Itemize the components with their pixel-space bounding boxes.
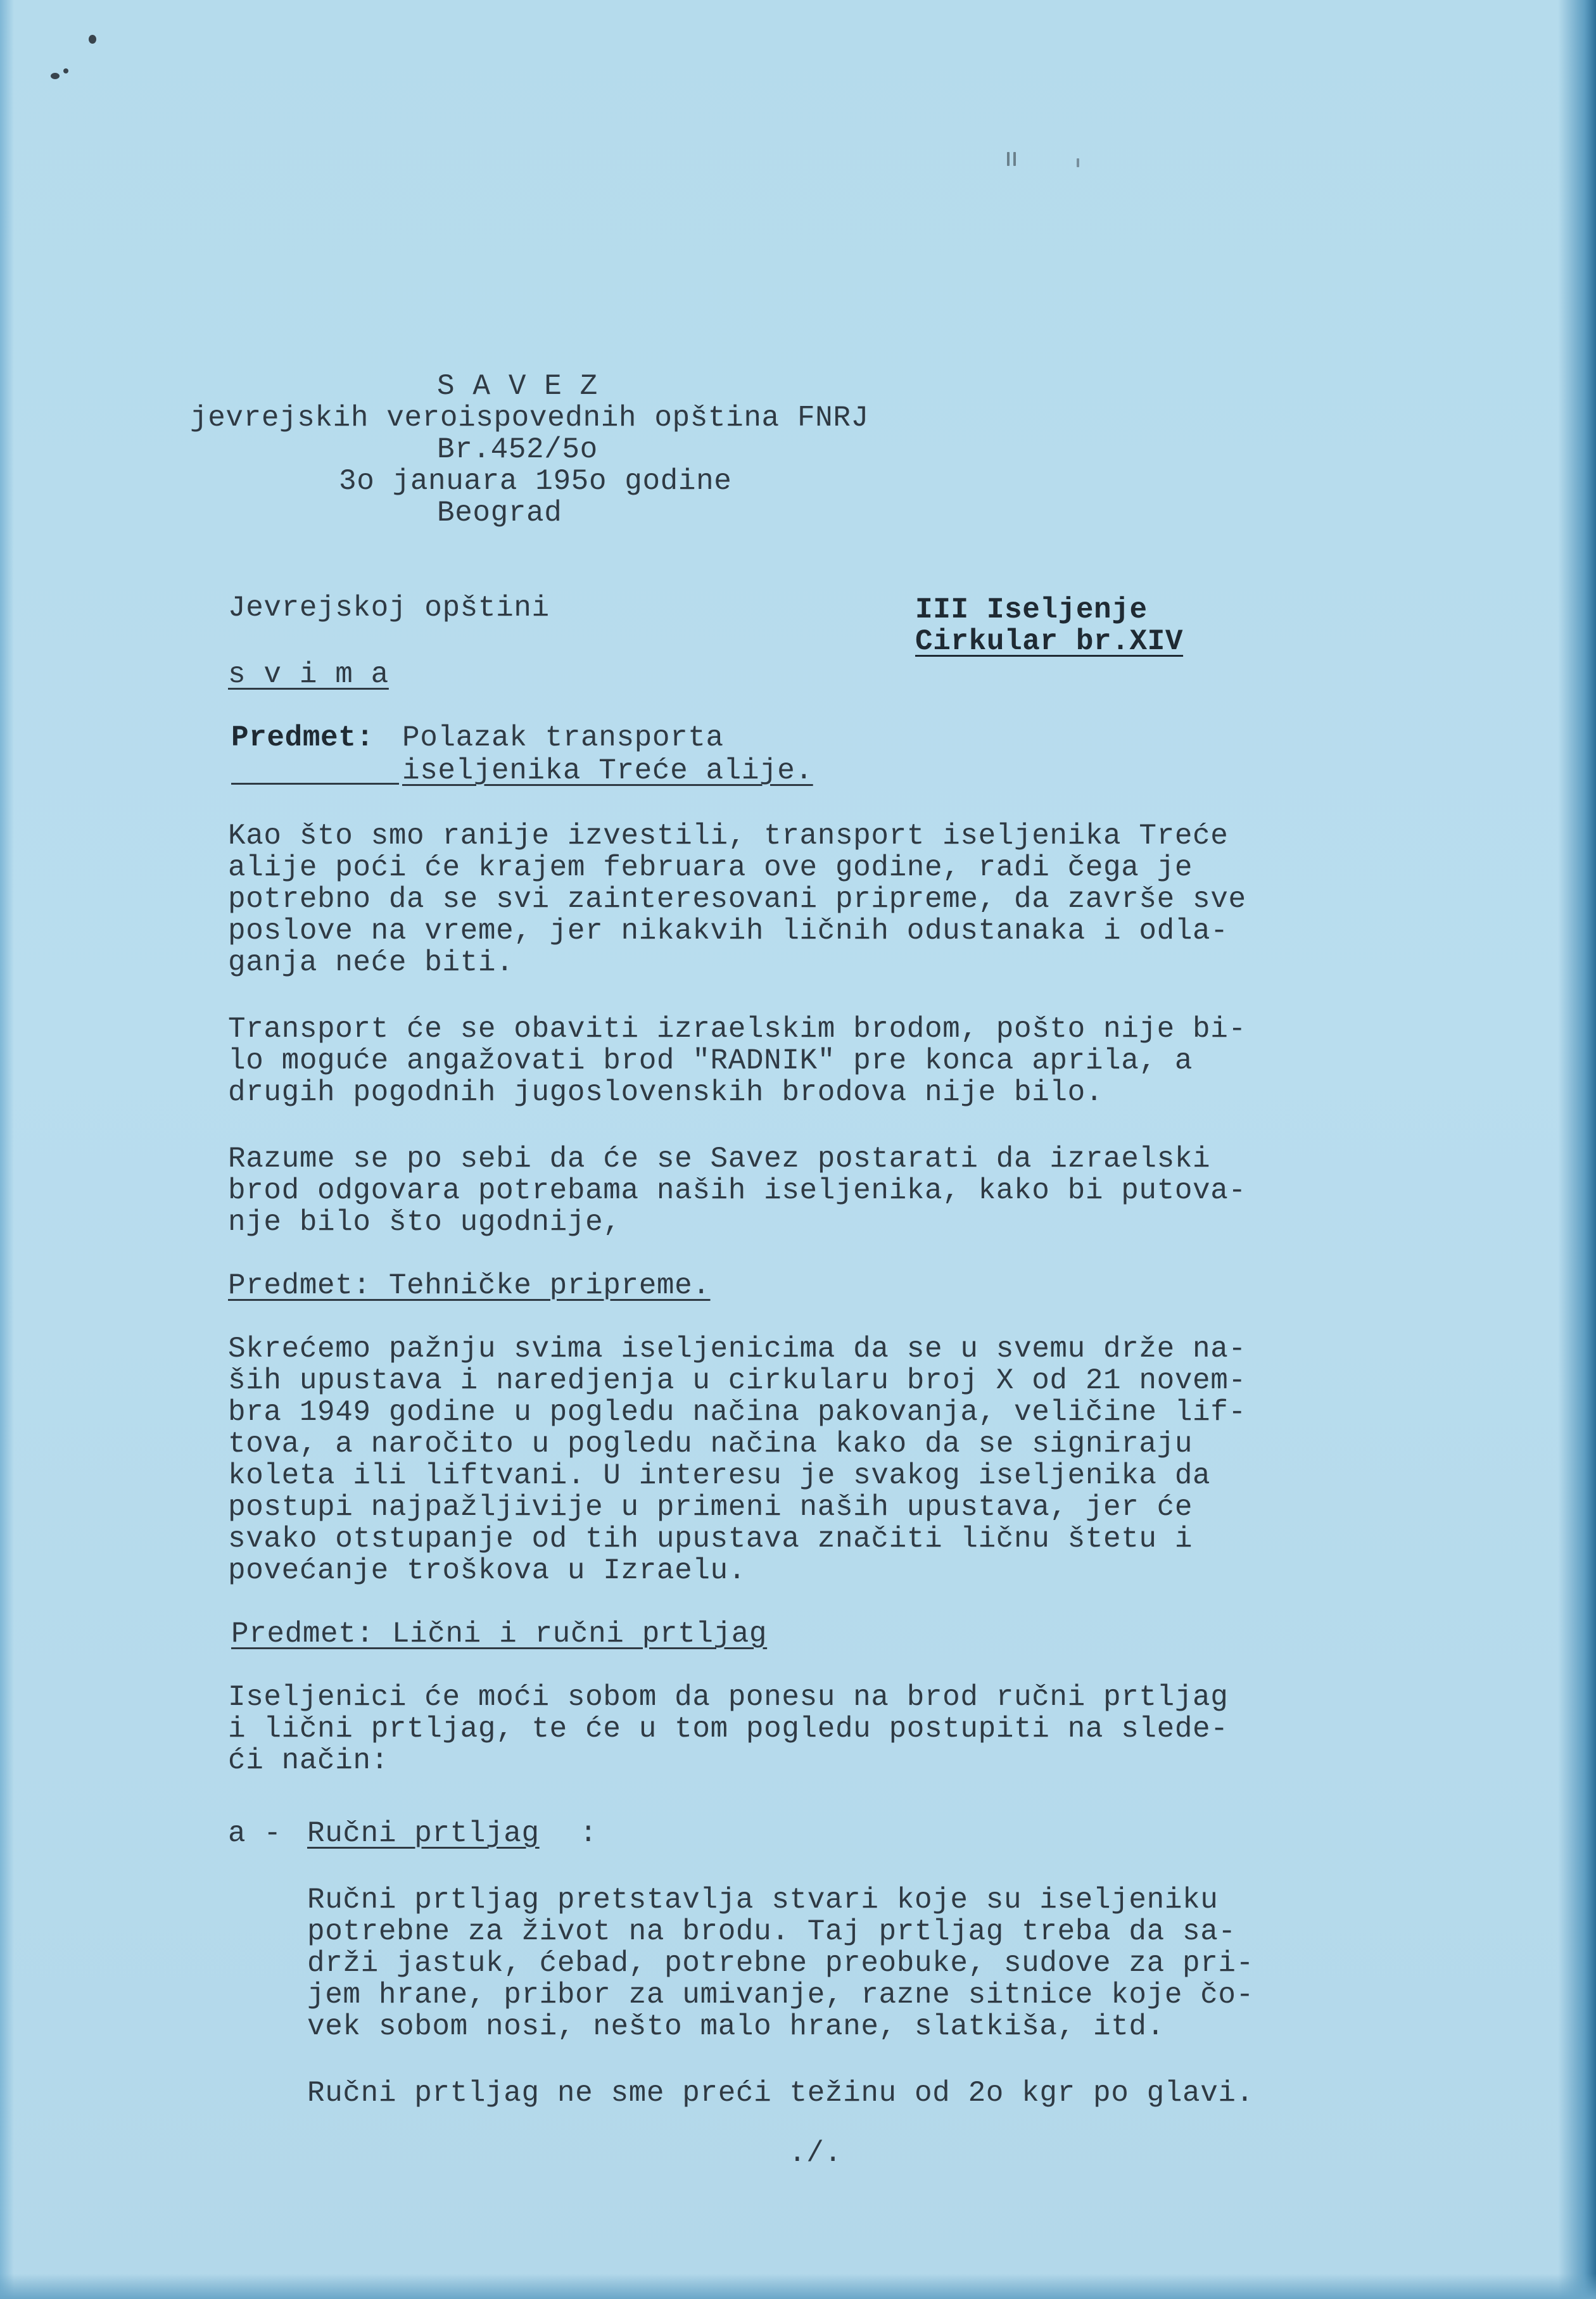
- ink-speck: [51, 73, 60, 79]
- paragraph-line: ganja neće biti.: [228, 946, 514, 979]
- paragraph-line: Iseljenici će moći sobom da ponesu na brod ručni prtljag: [228, 1681, 1229, 1714]
- page-left-edge: [0, 0, 14, 2299]
- page-bottom-edge: [0, 2274, 1596, 2299]
- paragraph-line: jem hrane, pribor za umivanje, razne sitnice koje čo-: [307, 1979, 1254, 2011]
- org-name: jevrejskih veroispovednih opština FNRJ: [190, 402, 869, 434]
- document-city: Beograd: [437, 497, 562, 529]
- paragraph-line: svako otstupanje od tih upustava značiti ličnu štetu i: [228, 1523, 1193, 1555]
- paragraph-line: bra 1949 godine u pogledu načina pakovanja, veličine lif-: [228, 1396, 1246, 1429]
- paragraph-line: brod odgovara potrebama naših iseljenika, kako bi putova-: [228, 1174, 1246, 1207]
- paragraph-line: Ručni prtljag pretstavlja stvari koje su iseljeniku: [307, 1884, 1219, 1916]
- ink-speck: [1013, 152, 1016, 166]
- page-right-edge: [1558, 0, 1596, 2299]
- paragraph-line: Kao što smo ranije izvestili, transport iseljenika Treće: [228, 820, 1229, 852]
- document-date: 3o januara 195o godine: [339, 465, 732, 498]
- recipient-line: Jevrejskoj opštini: [228, 592, 550, 624]
- paragraph-line: lo moguće angažovati brod "RADNIK" pre konca aprila, a: [228, 1044, 1193, 1077]
- paragraph-line: Ručni prtljag ne sme preći težinu od 2o kgr po glavi.: [307, 2077, 1254, 2110]
- circular-section: III Iseljenje: [915, 593, 1148, 626]
- subject-rule: [231, 783, 399, 785]
- subject-technical: Predmet: Tehničke pripreme.: [228, 1269, 711, 1302]
- section-title: Ručni prtljag: [307, 1817, 540, 1850]
- paragraph-line: poslove na vreme, jer nikakvih ličnih odustanaka i odla-: [228, 915, 1229, 947]
- paragraph-line: tova, a naročito u pogledu načina kako da se signiraju: [228, 1428, 1193, 1460]
- paragraph-line: potrebno da se svi zainteresovani pripreme, da završe sve: [228, 883, 1246, 916]
- paragraph-line: alije poći će krajem februara ove godine, radi čega je: [228, 851, 1193, 884]
- paragraph-line: nje bilo što ugodnije,: [228, 1206, 621, 1239]
- page-continuation-mark: ./.: [788, 2137, 842, 2170]
- paragraph-line: Skrećemo pažnju svima iseljenicima da se u svemu drže na-: [228, 1333, 1246, 1365]
- ink-speck: [1007, 152, 1010, 166]
- org-title: S A V E Z: [437, 370, 598, 403]
- subject-text-continued: iseljenika Treće alije.: [402, 754, 813, 787]
- paragraph-line: koleta ili liftvani. U interesu je svakog iseljenika da: [228, 1459, 1211, 1492]
- subject-luggage: Predmet: Lični i ručni prtljag: [231, 1618, 768, 1650]
- paragraph-line: povećanje troškova u Izraelu.: [228, 1554, 746, 1587]
- recipient-all: s v i m a: [228, 658, 389, 691]
- subject-label: Predmet:: [231, 721, 374, 754]
- paragraph-line: ših upustava i naredjenja u cirkularu broj X od 21 novem-: [228, 1364, 1246, 1397]
- circular-number: Cirkular br.XIV: [915, 625, 1184, 658]
- section-suffix: :: [580, 1817, 598, 1850]
- paragraph-line: Razume se po sebi da će se Savez postarati da izraelski: [228, 1143, 1211, 1175]
- paragraph-line: potrebne za život na brodu. Taj prtljag treba da sa-: [307, 1915, 1236, 1948]
- paragraph-line: ći način:: [228, 1744, 389, 1777]
- paragraph-line: drži jastuk, ćebad, potrebne preobuke, sudove za pri-: [307, 1947, 1254, 1980]
- paragraph-line: vek sobom nosi, nešto malo hrane, slatkiša, itd.: [307, 2010, 1165, 2043]
- section-prefix: a -: [228, 1817, 282, 1850]
- paragraph-line: postupi najpažljivije u primeni naših upustava, jer će: [228, 1491, 1193, 1524]
- ink-speck: [1077, 158, 1079, 167]
- subject-text: Polazak transporta: [402, 721, 724, 754]
- paragraph-line: drugih pogodnih jugoslovenskih brodova nije bilo.: [228, 1076, 1104, 1109]
- reference-number: Br.452/5o: [437, 433, 598, 466]
- ink-speck: [89, 35, 96, 44]
- ink-speck: [63, 68, 68, 73]
- paragraph-line: Transport će se obaviti izraelskim brodom, pošto nije bi-: [228, 1013, 1246, 1046]
- paragraph-line: i lični prtljag, te će u tom pogledu postupiti na slede-: [228, 1713, 1229, 1745]
